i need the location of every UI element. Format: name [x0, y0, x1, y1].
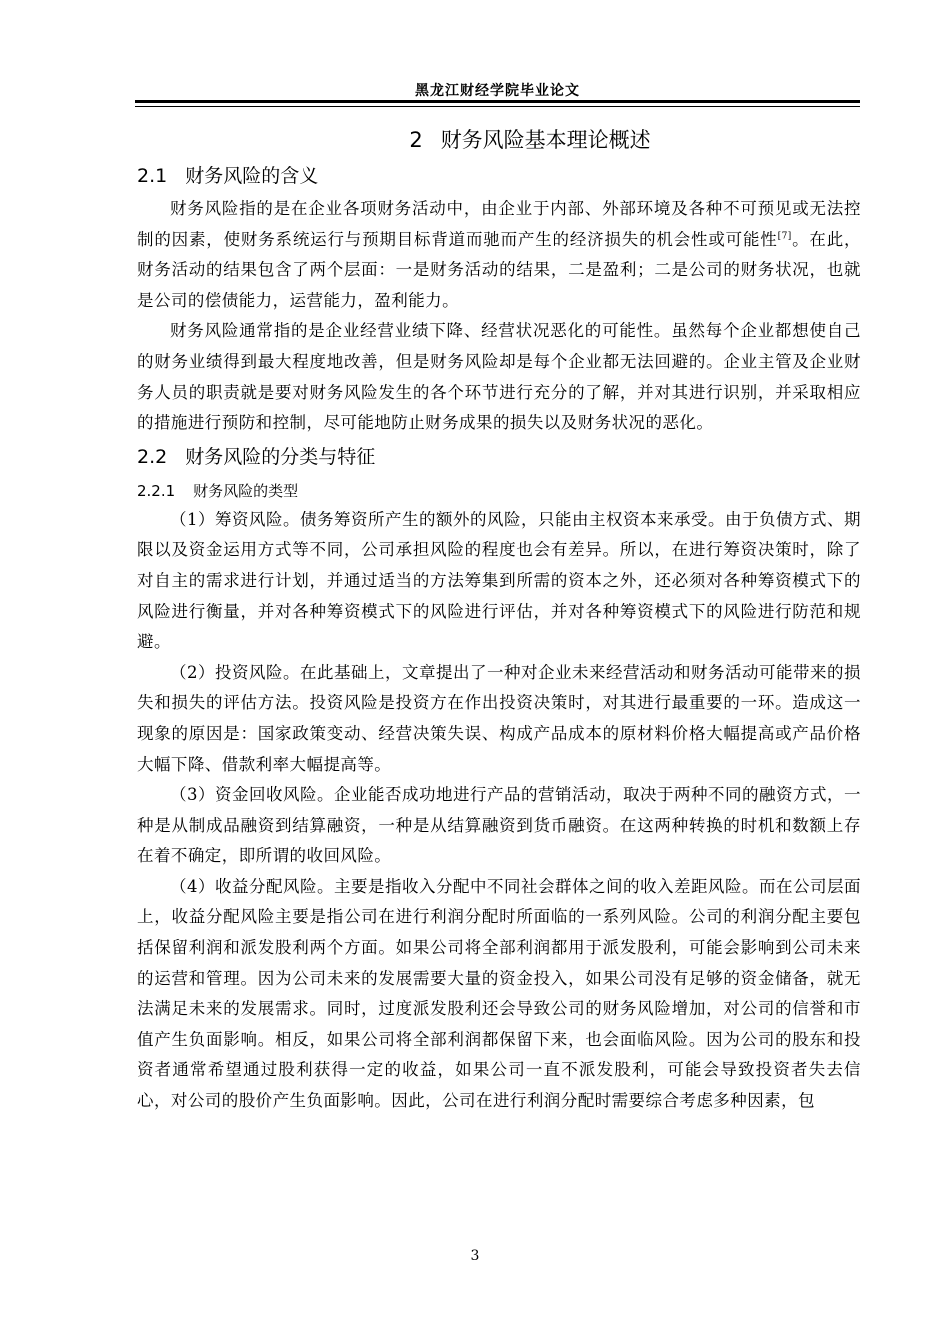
- chapter-title: [199, 122, 861, 158]
- section-number: 2.2: [137, 445, 168, 468]
- section-title: 财务风险的分类与特征: [185, 445, 376, 468]
- subsection-heading-2-2-1: [137, 477, 861, 505]
- section-number: 2.1: [137, 165, 168, 187]
- section-title: 财务风险的含义: [185, 165, 319, 187]
- paragraph: （2）投资风险。在此基础上，文章提出了一种对企业未来经营活动和财务活动可能带来的损失和损失的评估方法。投资风险是投资方在作出投资决策时，对其进行最重要的一环。造成这一现象的原因是：国家政策变动、经营决策失误、构成产品成本的原材料价格大幅提高或产品价格大幅下降、借款利率大幅提高等。: [137, 662, 861, 774]
- section-heading-2-1: [137, 158, 861, 194]
- subsection-title: 财务风险的类型: [193, 481, 299, 500]
- subsection-number: 2.2.1: [137, 481, 176, 500]
- chapter-title-text: 财务风险基本理论概述: [440, 128, 651, 152]
- header-rule-thin: [135, 106, 860, 107]
- header-rule-thick: [135, 100, 860, 103]
- page-number: 3: [470, 1248, 480, 1264]
- paragraph-text: 财务风险指的是在企业各项财务活动中，由企业于内部、外部环境及各种不可预见或无法控制的因素，使财务系统运行与预期目标背道而驰而产生的经济损失的机会性或可能性: [137, 199, 861, 249]
- paragraph: （3）资金回收风险。企业能否成功地进行产品的营销活动，取决于两种不同的融资方式，一种是从制成品融资到结算融资，一种是从结算融资到货币融资。在这两种转换的时机和数额上存在着不确定，即所谓的收回风险。: [137, 785, 861, 866]
- citation: [7]: [777, 231, 792, 242]
- page-body: [137, 122, 861, 1117]
- section-heading-2-2: [137, 439, 861, 475]
- paragraph: 财务风险通常指的是企业经营业绩下降、经营状况恶化的可能性。虽然每个企业都想使自己的财务业绩得到最大程度地改善，但是财务风险却是每个企业都无法回避的。企业主管及企业财务人员的职责就是要对财务风险发生的各个环节进行充分的了解，并对其进行识别，并采取相应的措施进行预防和控制，尽可能地防止财务成果的损失以及财务状况的恶化。: [137, 321, 861, 433]
- running-header: 黑龙江财经学院毕业论文: [415, 83, 580, 99]
- paragraph: （1）筹资风险。债务筹资所产生的额外的风险，只能由主权资本来承受。由于负债方式、期限以及资金运用方式等不同，公司承担风险的程度也会有差异。所以，在进行筹资决策时，除了对自主的需求进行计划，并通过适当的方法筹集到所需的资本之外，还必须对各种筹资模式下的风险进行衡量，并对各种筹资模式下的风险进行评估，并对各种筹资模式下的风险进行防范和规避。: [137, 509, 861, 652]
- chapter-number: 2: [409, 128, 423, 152]
- paragraph: （4）收益分配风险。主要是指收入分配中不同社会群体之间的收入差距风险。而在公司层面上，收益分配风险主要是指公司在进行利润分配时所面临的一系列风险。公司的利润分配主要包括保留利润和派发股利两个方面。如果公司将全部利润都用于派发股利，可能会影响到公司未来的运营和管理。因为公司未来的发展需要大量的资金投入，如果公司没有足够的资金储备，就无法满足未来的发展需求。同时，过度派发股利还会导致公司的财务风险增加，对公司的信誉和市值产生负面影响。相反，如果公司将全部利润都保留下来，也会面临风险。因为公司的股东和投资者通常希望通过股利获得一定的收益，如果公司一直不派发股利，可能会导致投资者失去信心，对公司的股价产生负面影响。因此，公司在进行利润分配时需要综合考虑多种因素，包: [137, 876, 861, 1111]
- paragraph-text: 。在此，财务活动的结果包含了两个层面：一是财务活动的结果，二是盈利；二是公司的财务状况，也就是公司的偿债能力，运营能力，盈利能力。: [137, 229, 861, 310]
- paragraph: [137, 194, 861, 316]
